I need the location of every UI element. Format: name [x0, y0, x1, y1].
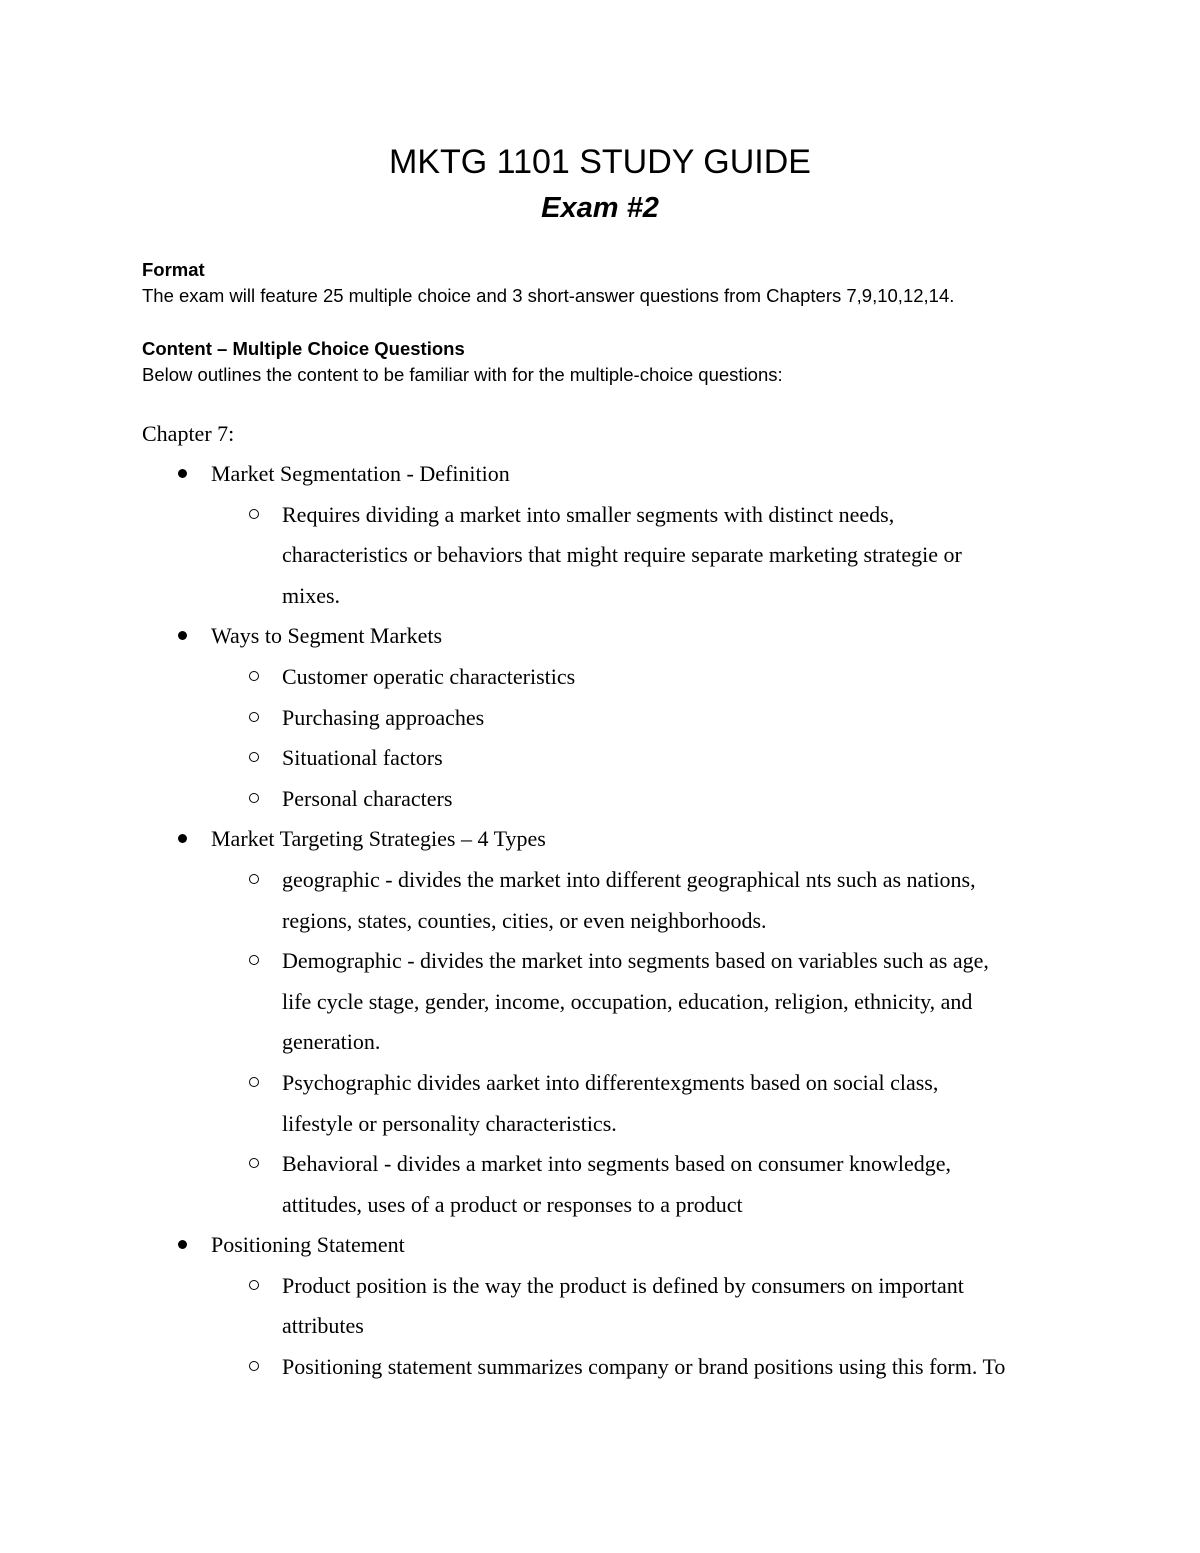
format-heading: Format — [142, 259, 205, 280]
hollow-bullet-icon — [249, 1158, 259, 1168]
list-item-text: Market Targeting Strategies – 4 Types — [211, 826, 546, 852]
list-item-text: Behavioral - divides a market into segments based on consumer knowledge, — [282, 1151, 951, 1177]
list-item-text: generation. — [282, 1029, 381, 1055]
list-item-text: Customer operatic characteristics — [282, 663, 576, 689]
chapter-7-label: Chapter 7: — [142, 421, 235, 446]
hollow-bullet-icon — [249, 1361, 259, 1371]
list-item — [0, 456, 1200, 497]
hollow-bullet-icon — [249, 671, 259, 681]
hollow-bullet-icon — [249, 874, 259, 884]
list-item-text: geographic - divides the market into different geographical nts such as nations, — [282, 866, 976, 892]
list-item-text: Requires dividing a market into smaller segments with distinct needs, — [282, 501, 895, 527]
list-item-text: Situational factors — [282, 745, 443, 771]
hollow-bullet-icon — [249, 793, 259, 803]
list-item — [0, 1349, 1200, 1390]
list-item — [0, 1187, 1200, 1228]
list-item — [0, 1024, 1200, 1065]
list-item — [0, 659, 1200, 700]
hollow-bullet-icon — [249, 1077, 259, 1087]
hollow-bullet-icon — [249, 509, 259, 519]
list-item — [0, 1227, 1200, 1268]
list-item-text: Market Segmentation - Definition — [211, 461, 510, 486]
list-item — [0, 821, 1200, 862]
list-item-text: Positioning Statement — [211, 1232, 405, 1258]
list-item — [0, 618, 1200, 659]
hollow-bullet-icon — [249, 712, 259, 722]
list-item — [0, 537, 1200, 578]
hollow-bullet-icon — [249, 752, 259, 762]
list-item — [0, 943, 1200, 984]
list-item-text: Product position is the way the product is defined by consumers on important — [282, 1272, 964, 1298]
list-item — [0, 1146, 1200, 1187]
list-item-text: Demographic - divides the market into segments based on variables such as age, — [282, 948, 989, 974]
format-text: The exam will feature 25 multiple choice and 3 short-answer questions from Chapters 7,9,10,12,14. — [142, 285, 955, 306]
page-title: MKTG 1101 STUDY GUIDE — [389, 143, 811, 181]
list-item-text: characteristics or behaviors that might require separate marketing strategie or — [282, 542, 962, 568]
list-item-text: lifestyle or personality characteristics. — [282, 1110, 617, 1136]
hollow-bullet-icon — [249, 955, 259, 965]
content-text: Below outlines the content to be familiar with for the multiple-choice questions: — [142, 364, 783, 385]
page-subtitle: Exam #2 — [541, 192, 659, 224]
list-item-text: Purchasing approaches — [282, 704, 485, 730]
list-item — [0, 1308, 1200, 1349]
list-item-text: Positioning statement summarizes company or brand positions using this form. To — [282, 1354, 1006, 1380]
filled-bullet-icon — [178, 469, 187, 478]
list-item — [0, 578, 1200, 619]
list-item-text: Ways to Segment Markets — [211, 623, 443, 649]
list-item — [0, 1106, 1200, 1147]
list-item-text: mixes. — [282, 582, 341, 608]
list-item-text: Personal characters — [282, 785, 453, 811]
list-item-text: attitudes, uses of a product or responses to a product — [282, 1191, 743, 1217]
list-item — [0, 862, 1200, 903]
list-item — [0, 700, 1200, 741]
list-item-text: attributes — [282, 1313, 364, 1339]
chapter-7-outline — [0, 456, 1200, 1390]
list-item-text: Psychographic divides aarket into differentexgments based on social class, — [282, 1069, 939, 1095]
list-item — [0, 781, 1200, 822]
filled-bullet-icon — [178, 834, 187, 843]
list-item — [0, 984, 1200, 1025]
list-item-text: life cycle stage, gender, income, occupation, education, religion, ethnicity, and — [282, 988, 973, 1014]
hollow-bullet-icon — [249, 1280, 259, 1290]
list-item — [0, 497, 1200, 538]
list-item — [0, 740, 1200, 781]
filled-bullet-icon — [178, 631, 187, 640]
list-item-text: regions, states, counties, cities, or even neighborhoods. — [282, 907, 767, 933]
content-heading: Content – Multiple Choice Questions — [142, 338, 465, 359]
list-item — [0, 1268, 1200, 1309]
list-item — [0, 903, 1200, 944]
filled-bullet-icon — [178, 1240, 187, 1249]
list-item — [0, 1065, 1200, 1106]
